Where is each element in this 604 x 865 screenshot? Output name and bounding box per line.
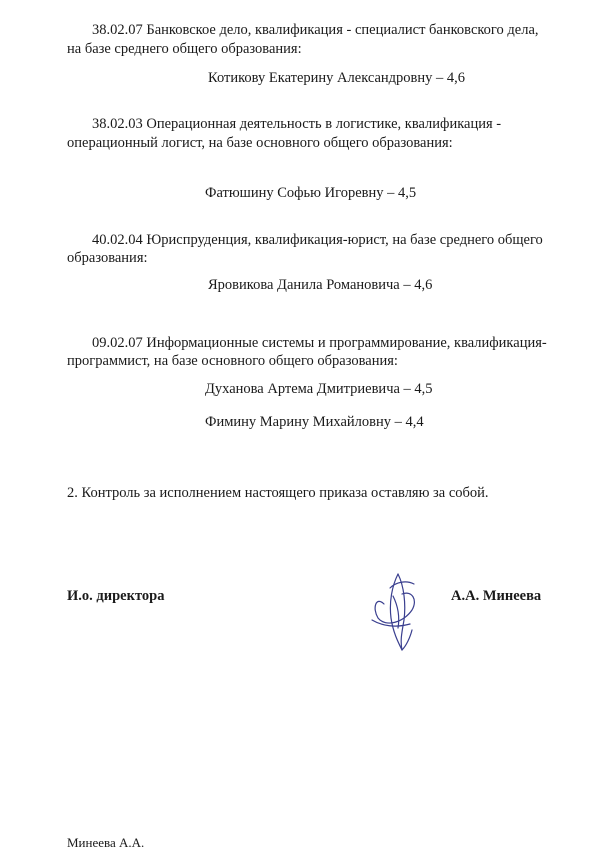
specialty-line: образования: [67, 250, 148, 266]
student-entry: Духанова Артема Дмитриевича – 4,5 [205, 381, 433, 397]
position-title: И.о. директора [67, 588, 165, 604]
specialty-line: на базе среднего общего образования: [67, 41, 302, 57]
control-clause: 2. Контроль за исполнением настоящего приказа оставляю за собой. [67, 485, 489, 501]
specialty-line: программист, на базе основного общего образования: [67, 353, 398, 369]
specialty-line: 40.02.04 Юриспруденция, квалификация-юрист, на базе среднего общего [92, 232, 543, 248]
specialty-line: 09.02.07 Информационные системы и программирование, квалификация- [92, 335, 547, 351]
student-entry: Котикову Екатерину Александровну – 4,6 [208, 70, 466, 86]
specialty-line: 38.02.03 Операционная деятельность в логистике, квалификация - [92, 116, 502, 132]
specialty-line: 38.02.07 Банковское дело, квалификация - специалист банковского дела, [92, 22, 539, 38]
student-entry: Яровикова Данила Романовича – 4,6 [208, 277, 433, 293]
student-entry: Фатюшину Софью Игоревну – 4,5 [205, 185, 417, 201]
student-entry: Фимину Марину Михайловну – 4,4 [205, 414, 424, 430]
handwritten-signature [362, 566, 432, 656]
signer-name: А.А. Минеева [451, 588, 542, 604]
executor-footer: Минеева А.А. [67, 835, 145, 850]
specialty-line: операционный логист, на базе основного общего образования: [67, 135, 453, 151]
